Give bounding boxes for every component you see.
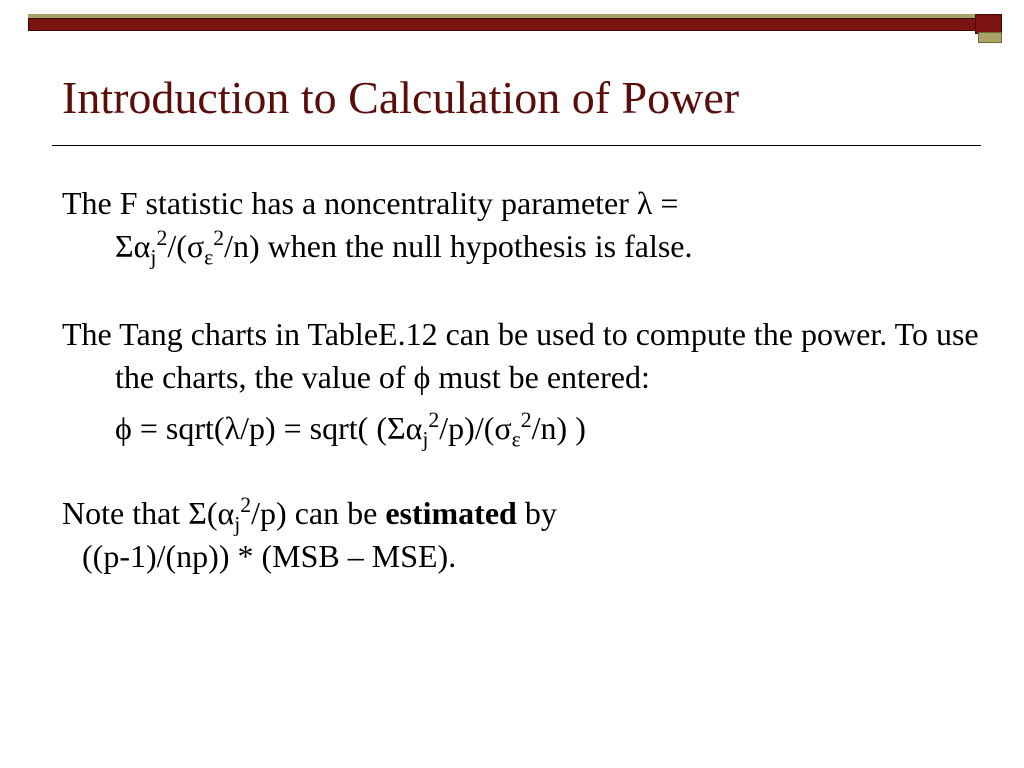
note-text-1: Note that Σ(α [62,495,235,531]
formula-sub-j: j [422,427,429,452]
note-sub-j: j [234,512,241,537]
p1-text-1: The F statistic has a noncentrality parameter λ = [62,185,679,221]
phi-formula [62,407,992,450]
formula-sub-eps: ε [511,427,521,452]
p1-text-2: Σα [115,228,151,264]
p1-text-3: /(σ [167,228,205,264]
paragraph-note [62,492,992,578]
note-sup-2: 2 [240,493,252,518]
formula-sup-2b: 2 [520,408,532,433]
note-text-3: by [516,495,557,531]
formula-text-3: /n) ) [531,410,586,446]
formula-text-1: ϕ = sqrt(λ/p) = sqrt( (Σα [115,410,423,446]
formula-text-2: /p)/(σ [439,410,512,446]
p1-sub-j: j [150,245,157,270]
p1-sup-2b: 2 [213,226,225,251]
p1-text-4: /n) when the null hypothesis is false. [224,228,693,264]
top-decorative-bar [28,18,980,31]
p1-sub-eps: ε [204,245,214,270]
top-olive-line [29,14,979,18]
formula-sup-2a: 2 [428,408,440,433]
paragraph-tang-charts: The Tang charts in TableE.12 can be used to compute the power. To use the charts, the value of ϕ must be entered: [62,316,979,395]
note-text-2: /p) can be [251,495,386,531]
paragraph-noncentrality [62,182,992,268]
note-line-2: ((p-1)/(np)) * (MSB – MSE). [82,538,457,574]
slide-body [62,182,992,578]
note-bold-estimated: estimated [385,495,517,531]
note-line-1 [62,492,992,535]
p1-sup-2a: 2 [156,226,168,251]
slide-title: Introduction to Calculation of Power [62,72,740,123]
corner-square-red [975,14,1002,34]
title-rule [52,145,981,146]
corner-square-olive [978,32,1002,43]
